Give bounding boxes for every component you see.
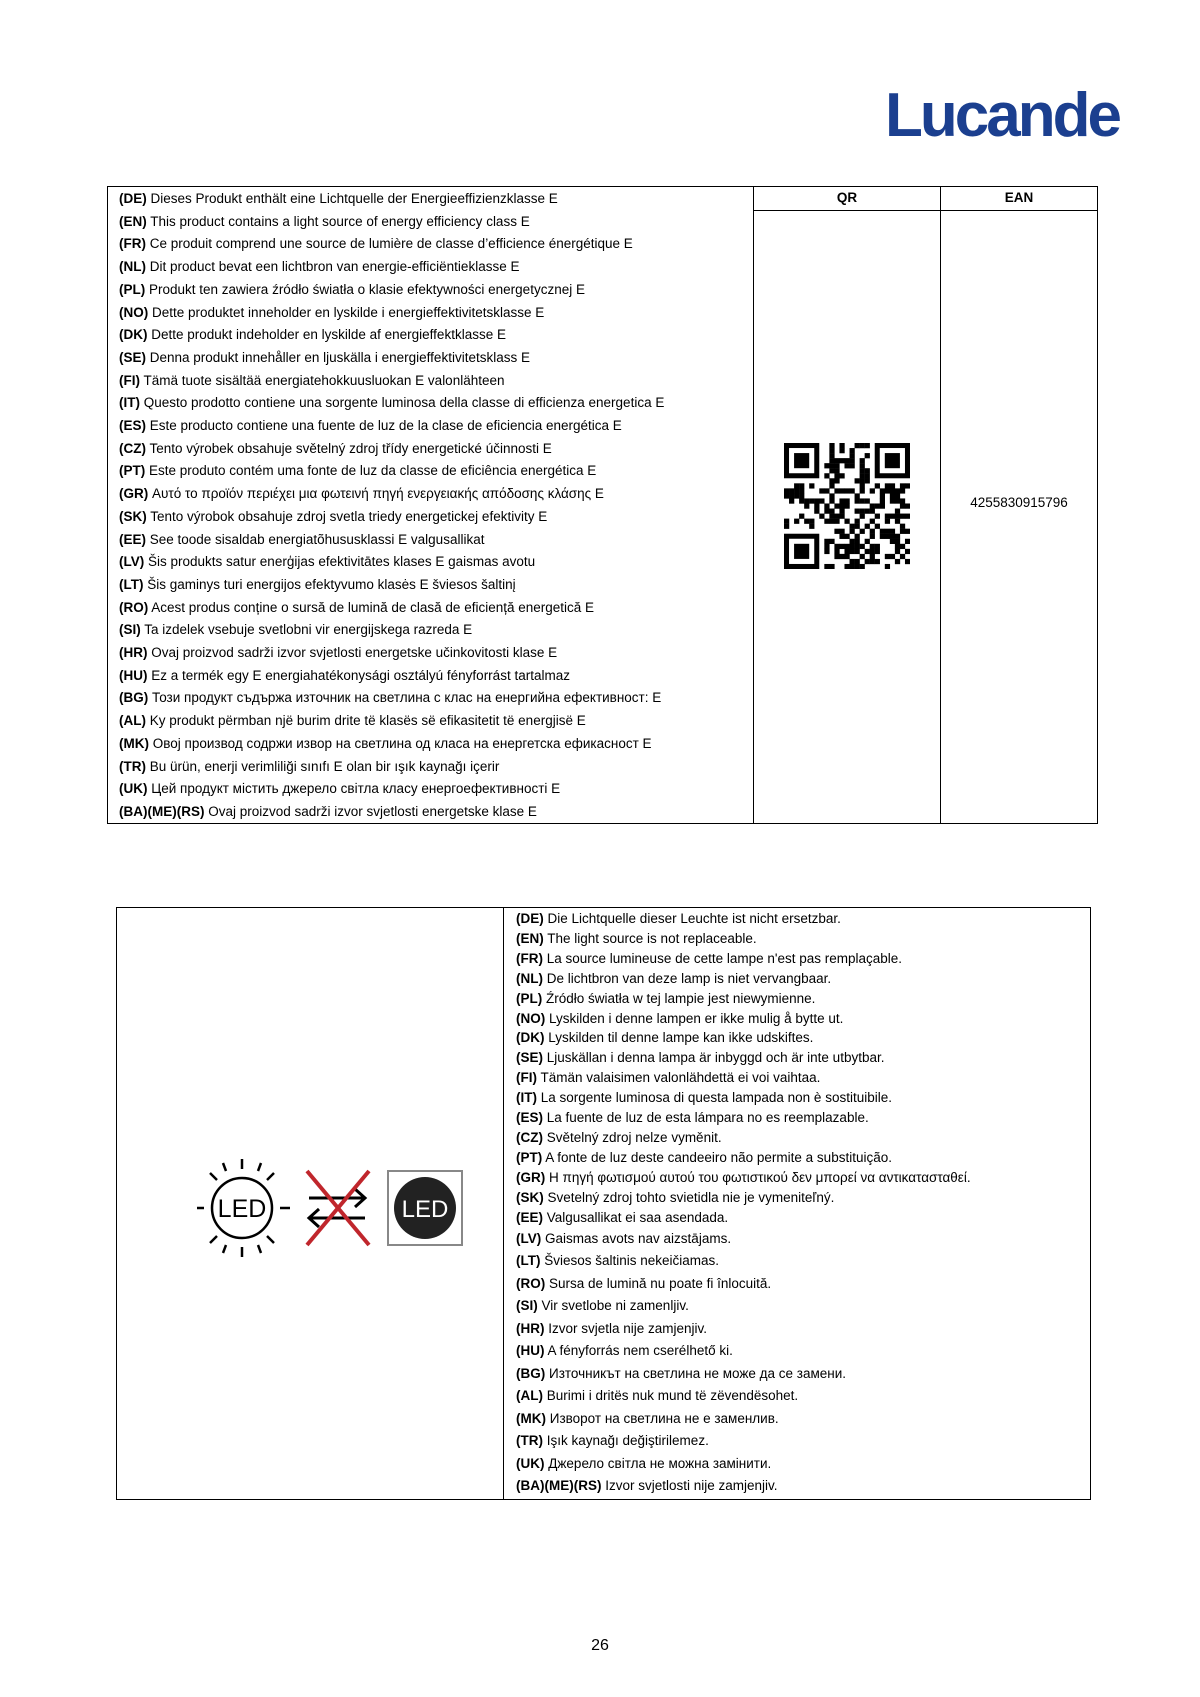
language-code: (HU) [119, 667, 148, 683]
energy-class-row [119, 302, 753, 325]
language-code: (FR) [119, 236, 146, 252]
row-text: Denna produkt innehåller en ljuskälla i energieffektivitetsklass E [146, 349, 530, 365]
energy-class-row [119, 188, 753, 211]
language-code: (PT) [516, 1149, 543, 1165]
row-text: Tento výrobok obsahuje zdroj svetla triedy energetickej efektivity E [146, 508, 548, 524]
row-text: Dieses Produkt enthält eine Lichtquelle der Energieeffizienzklasse E [146, 191, 558, 206]
icon-row [197, 1153, 467, 1263]
language-code: (DK) [516, 1030, 545, 1046]
language-code: (EE) [119, 531, 146, 547]
language-code: (RO) [516, 1275, 546, 1291]
language-code: (LT) [516, 1253, 541, 1268]
language-code: (ES) [119, 418, 146, 434]
row-text: A fonte de luz deste candeeiro não permite a substituição. [542, 1149, 892, 1165]
row-text: Η πηγή φωτισμού αυτού του φωτιστικού δεν μπορεί να αντικατασταθεί. [545, 1169, 971, 1185]
replaceability-row [516, 1088, 1090, 1108]
energy-class-row [119, 778, 753, 801]
language-code: (NL) [119, 259, 146, 275]
replaceability-table [116, 907, 1091, 1500]
led-bulb-icon [197, 1159, 290, 1257]
row-text: Este producto contiene una fuente de luz de la clase de eficiencia energética E [146, 418, 622, 434]
row-text: Dette produktet inneholder en lyskilde i energieffektivitetsklasse E [148, 304, 545, 320]
language-code: (SE) [119, 349, 146, 365]
row-text: Ky produkt përmban një burim drite të klasës së efikasitetit të energjisë E [146, 713, 586, 729]
replaceability-row [516, 1250, 1090, 1273]
replaceability-row [516, 1228, 1090, 1251]
energy-class-row [119, 801, 753, 824]
qr-column [754, 187, 941, 823]
energy-class-row [119, 256, 753, 279]
energy-class-row [119, 710, 753, 733]
energy-class-row [119, 687, 753, 710]
language-code: (BG) [516, 1365, 546, 1381]
energy-class-row [119, 506, 753, 529]
language-code: (UK) [516, 1455, 545, 1471]
page-number: 26 [591, 1637, 609, 1654]
replaceability-row [516, 1295, 1090, 1318]
energy-class-row [119, 233, 753, 256]
row-text: Lyskilden til denne lampe kan ikke udskiftes. [544, 1030, 814, 1046]
language-code: (LV) [119, 554, 145, 570]
language-code: (BA)(ME)(RS) [119, 803, 205, 819]
row-text: Produkt ten zawiera źródło światła o klasie efektywności energetycznej E [145, 281, 585, 297]
language-code: (RO) [119, 599, 149, 615]
energy-class-row [119, 642, 753, 665]
language-code: (AL) [119, 713, 146, 729]
energy-class-row [119, 665, 753, 688]
replaceability-text-column [504, 908, 1090, 1499]
replaceability-row [516, 1385, 1090, 1408]
energy-class-row [119, 574, 753, 597]
qr-code-icon[interactable] [784, 443, 910, 569]
energy-class-row [119, 415, 753, 438]
row-text: Die Lichtquelle dieser Leuchte ist nicht ersetzbar. [543, 911, 841, 926]
replaceability-row [516, 1208, 1090, 1228]
row-text: Vir svetlobe ni zamenljiv. [537, 1298, 689, 1313]
row-text: Izvor svjetla nije zamjenjiv. [544, 1320, 708, 1336]
row-text: Světelný zdroj nelze vyměnit. [543, 1129, 722, 1145]
language-code: (DE) [516, 911, 544, 926]
language-code: (SI) [516, 1298, 538, 1313]
language-code: (SI) [119, 622, 141, 638]
brand-logo: Lucande [885, 81, 1119, 150]
replaceability-row [516, 1340, 1090, 1363]
energy-class-row [119, 733, 753, 756]
language-code: (PL) [119, 281, 146, 297]
row-text: La source lumineuse de cette lampe n'est pas remplaçable. [543, 950, 903, 966]
language-code: (HR) [119, 645, 148, 661]
row-text: Tämä tuote sisältää energiatehokkuusluokan E valonlähteen [140, 372, 505, 388]
language-code: (MK) [119, 735, 149, 751]
row-text: Този продукт съдържа източник на светлина с клас на енергийна ефективност: E [148, 690, 662, 706]
energy-class-row [119, 392, 753, 415]
replaceability-row [516, 1068, 1090, 1088]
row-text: Ljuskällan i denna lampa är inbyggd och är inte utbytbar. [543, 1050, 885, 1066]
energy-class-row [119, 483, 753, 506]
language-code: (HR) [516, 1320, 545, 1336]
energy-class-row [119, 597, 753, 620]
row-text: Šis produkts satur enerģijas efektivitātes klases E gaismas avotu [144, 554, 536, 570]
row-text: Sursa de lumină nu poate fi înlocuită. [545, 1275, 772, 1291]
energy-class-row [119, 211, 753, 234]
language-code: (LV) [516, 1230, 542, 1246]
energy-class-row [119, 756, 753, 779]
row-text: Овој производ содржи извор на светлина од класа на енергетска ефикасност E [149, 735, 652, 751]
language-code: (TR) [119, 758, 146, 774]
row-text: Źródło światła w tej lampie jest niewymienne. [542, 990, 816, 1006]
language-code: (LT) [119, 576, 144, 592]
language-code: (EE) [516, 1209, 543, 1225]
replaceability-row [516, 949, 1090, 969]
row-text: See toode sisaldab energiatõhususklassi E valgusallikat [146, 531, 485, 547]
language-code: (FR) [516, 950, 543, 966]
replaceability-row [516, 1028, 1090, 1048]
language-code: (MK) [516, 1410, 546, 1426]
led-module-icon [388, 1171, 462, 1245]
energy-class-row [119, 279, 753, 302]
language-code: (ES) [516, 1110, 543, 1126]
language-code: (CZ) [119, 440, 146, 456]
row-text: Işık kaynağı değiştirilemez. [543, 1433, 709, 1448]
row-text: Svetelný zdroj tohto svietidla nie je vymeniteľný. [543, 1189, 835, 1205]
replaceability-row [516, 1363, 1090, 1386]
language-code: (NO) [119, 304, 149, 320]
energy-class-row [119, 460, 753, 483]
language-code: (CZ) [516, 1129, 543, 1145]
language-code: (IT) [119, 395, 140, 411]
replaceability-row [516, 1273, 1090, 1296]
row-text: Gaismas avots nav aizstājams. [541, 1230, 732, 1246]
qr-header: QR [754, 187, 940, 211]
language-code: (AL) [516, 1388, 543, 1403]
replaceability-row [516, 989, 1090, 1009]
language-code: (TR) [516, 1433, 543, 1448]
icons-cell [117, 908, 504, 1499]
language-code: (EN) [516, 930, 544, 946]
led-module-label: LED [401, 1196, 449, 1223]
language-code: (FI) [516, 1070, 537, 1086]
language-code: (SK) [119, 508, 147, 524]
ean-value: 4255830915796 [970, 495, 1068, 510]
language-code: (PL) [516, 990, 543, 1006]
energy-class-text-column [108, 187, 754, 823]
energy-class-row [119, 438, 753, 461]
row-text: Burimi i dritës nuk mund të zëvendësohet. [543, 1388, 799, 1403]
energy-class-row [119, 619, 753, 642]
row-text: Šviesos šaltinis nekeičiamas. [540, 1253, 720, 1268]
language-code: (NL) [516, 970, 543, 986]
row-text: De lichtbron van deze lamp is niet vervangbaar. [543, 970, 832, 986]
ean-column [941, 187, 1097, 823]
row-text: Ce produit comprend une source de lumière de classe d’efficience énergétique E [146, 236, 633, 252]
energy-class-row [119, 347, 753, 370]
row-text: Източникът на светлина не може да се замени. [545, 1365, 847, 1381]
row-text: The light source is not replaceable. [543, 930, 757, 946]
replaceability-row [516, 1168, 1090, 1188]
language-code: (PT) [119, 463, 146, 479]
row-text: Ovaj proizvod sadrži izvor svjetlosti energetske klase E [204, 803, 537, 819]
language-code: (HU) [516, 1343, 545, 1358]
row-text: Šis gaminys turi energijos efektyvumo klasės E šviesos šaltinį [143, 576, 516, 592]
replaceability-row [516, 1408, 1090, 1431]
language-code: (EN) [119, 213, 147, 229]
row-text: La fuente de luz de esta lámpara no es reemplazable. [543, 1110, 869, 1126]
replaceability-row [516, 1475, 1090, 1498]
row-text: Ovaj proizvod sadrži izvor svjetlosti energetske učinkovitosti klase E [147, 645, 558, 661]
row-text: A fényforrás nem cserélhető ki. [544, 1343, 733, 1358]
language-code: (SE) [516, 1050, 543, 1066]
language-code: (BG) [119, 690, 149, 706]
replaceability-row [516, 1430, 1090, 1453]
row-text: Acest produs conține o sursă de lumină de clasă de eficiență energetică E [148, 599, 595, 615]
replaceability-row [516, 1188, 1090, 1208]
language-code: (FI) [119, 372, 140, 388]
row-text: Dit product bevat een lichtbron van energie-efficiëntieklasse E [146, 259, 520, 275]
row-text: Изворот на светлина не е заменлив. [546, 1410, 779, 1426]
language-code: (GR) [119, 486, 149, 502]
language-code: (BA)(ME)(RS) [516, 1478, 602, 1493]
replaceability-row [516, 1048, 1090, 1068]
row-text: Questo prodotto contiene una sorgente luminosa della classe di efficienza energetica E [140, 395, 665, 411]
row-text: Este produto contém uma fonte de luz da classe de eficiência energética E [145, 463, 597, 479]
led-bulb-label: LED [217, 1195, 267, 1223]
language-code: (DK) [119, 327, 148, 343]
row-text: Цей продукт містить джерело світла класу енергоефективності E [147, 781, 561, 797]
energy-class-row [119, 529, 753, 552]
replaceability-row [516, 1009, 1090, 1029]
row-text: Tämän valaisimen valonlähdettä ei voi vaihtaa. [537, 1070, 821, 1086]
row-text: Ta izdelek vsebuje svetlobni vir energijskega razreda E [140, 622, 473, 638]
language-code: (SK) [516, 1189, 544, 1205]
not-replaceable-icon [307, 1171, 369, 1245]
language-code: (NO) [516, 1010, 546, 1026]
row-text: Джерело світла не можна замінити. [544, 1455, 772, 1471]
energy-class-row [119, 324, 753, 347]
ean-header: EAN [941, 187, 1097, 211]
row-text: Valgusallikat ei saa asendada. [543, 1209, 729, 1225]
row-text: Ez a termék egy E energiahatékonysági osztályú fényforrást tartalmaz [147, 667, 570, 683]
language-code: (UK) [119, 781, 148, 797]
replaceability-row [516, 969, 1090, 989]
replaceability-row [516, 929, 1090, 949]
row-text: Bu ürün, enerji verimliliği sınıfı E olan bir ışık kaynağı içerir [146, 758, 500, 774]
replaceability-row [516, 1108, 1090, 1128]
language-code: (IT) [516, 1090, 537, 1106]
language-code: (GR) [516, 1169, 546, 1185]
energy-class-row [119, 551, 753, 574]
replaceability-row [516, 1148, 1090, 1168]
row-text: Izvor svjetlosti nije zamjenjiv. [601, 1478, 778, 1493]
row-text: La sorgente luminosa di questa lampada non è sostituibile. [537, 1090, 892, 1106]
replaceability-row [516, 1318, 1090, 1341]
replaceability-row [516, 1453, 1090, 1476]
energy-class-row [119, 370, 753, 393]
language-code: (DE) [119, 191, 147, 206]
row-text: This product contains a light source of energy efficiency class E [146, 213, 530, 229]
row-text: Dette produkt indeholder en lyskilde af energieffektklasse E [147, 327, 506, 343]
replaceability-row [516, 909, 1090, 929]
energy-class-table [107, 186, 1098, 824]
replaceability-row [516, 1128, 1090, 1148]
row-text: Αυτό το προϊόν περιέχει μια φωτεινή πηγή ενεργειακής απόδοσης κλάσης E [148, 486, 604, 502]
row-text: Tento výrobek obsahuje světelný zdroj třídy energetické účinnosti E [146, 440, 552, 456]
row-text: Lyskilden i denne lampen er ikke mulig å bytte ut. [545, 1010, 844, 1026]
